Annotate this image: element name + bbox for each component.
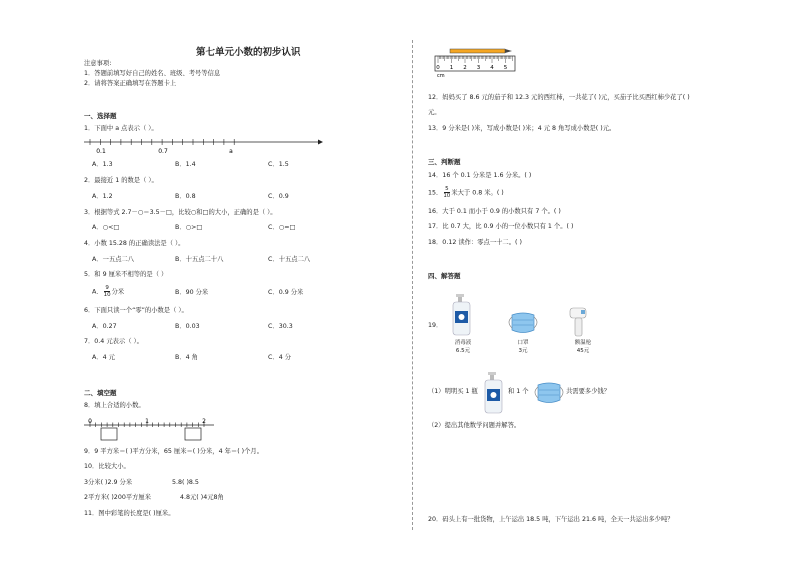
question-14: 14．16 个 0.1 分米是 1.6 分米。( ) <box>428 172 532 179</box>
fraction: $\frac{9}{10}$ <box>103 285 111 298</box>
question-17: 17．比 0.7 大，比 0.9 小的一位小数只有 1 个。( ) <box>428 223 574 230</box>
ruler-number: 0 <box>436 65 440 71</box>
option-a: A．1.3 <box>92 161 113 168</box>
option-a: A．0.27 <box>92 323 117 330</box>
question-16: 16．大于 0.1 而小于 0.9 的小数只有 7 个。( ) <box>428 208 561 215</box>
sanitizer-bottle-image <box>452 294 472 336</box>
tick-label: 0.1 <box>96 148 106 155</box>
compare-item: 2平方米( )200平方厘米 <box>84 494 152 501</box>
product-price: 6.5元 <box>455 348 471 354</box>
question-18: 18．0.12 读作：零点一十二。( ) <box>428 239 522 246</box>
section-heading: 一、选择题 <box>84 112 117 120</box>
option-b: B．1.4 <box>175 161 196 168</box>
sanitizer-bottle-image <box>484 372 504 414</box>
section-heading: 三、判断题 <box>428 158 461 166</box>
question-8: 8．填上合适的小数。 <box>84 402 145 409</box>
option-c: C．0.9 分米 <box>268 289 304 296</box>
note-item: 1．答题前填写好自己的姓名、班级、考号等信息 <box>84 70 221 77</box>
tick-label: 2 <box>202 418 206 425</box>
tick-label: a <box>229 148 233 155</box>
option-b: B．0.03 <box>175 323 200 330</box>
question-13: 13．9 分米是( )米，写成小数是( )米；4 元 8 角写成小数是( )元。 <box>428 125 616 132</box>
product-name: 额温枪 <box>574 340 592 346</box>
question-9: 9．9 平方米＝( )平方分米，65 厘米＝( )分米，4 年＝( )个月。 <box>84 448 264 455</box>
tick-label: 0 <box>88 418 92 425</box>
sub-question-2: （2）提出其他数学问题并解答。 <box>428 422 521 429</box>
column-divider <box>412 40 413 530</box>
product-name: 消毒液 <box>454 340 472 346</box>
option-c: C．30.3 <box>268 323 293 330</box>
question-3: 3．根据等式 2.7－○＝3.5－□，比较○和□的大小，正确的是（ ）。 <box>84 209 277 216</box>
question-2: 2．最接近 1 的数是（ ）。 <box>84 177 158 184</box>
option-a: A．一五点二八 <box>92 256 135 263</box>
tick-label: 0.7 <box>158 148 168 155</box>
question-12-tail: 元。 <box>428 109 441 116</box>
question-12: 12．妈妈买了 8.6 元的茄子和 12.3 元的西红柿，一共花了( )元，买茄子比买西红柿少花了( ) <box>428 94 690 101</box>
number-line-q1 <box>84 136 324 158</box>
ruler-number: 2 <box>463 65 467 71</box>
question-11: 11．图中彩笔的长度是( )厘米。 <box>84 510 175 517</box>
section-heading: 二、填空题 <box>84 389 117 397</box>
ruler-number: 5 <box>503 65 508 71</box>
page-title: 第七单元小数的初步认识 <box>196 47 301 58</box>
sub-question-1-start: （1）明明买 1 瓶 <box>428 388 478 395</box>
mask-image <box>506 310 540 336</box>
ruler-number: 1 <box>449 65 454 71</box>
option-b: B．○>□ <box>175 224 203 231</box>
question-10: 10．比较大小。 <box>84 463 130 470</box>
question-19-label: 19． <box>428 322 443 329</box>
question-7: 7．0.4 元表示（ ）。 <box>84 338 143 345</box>
thermometer-gun-image <box>568 306 590 338</box>
ruler-number: 4 <box>490 65 494 71</box>
option-b: B．90 分米 <box>175 289 209 296</box>
option-c: C．4 分 <box>268 354 291 361</box>
answer-box <box>101 428 117 440</box>
option-a: A． $\frac{9}{10}$ 分米 <box>92 285 125 298</box>
fraction: $\frac{5}{10}$ <box>443 186 451 199</box>
option-c: C．○=□ <box>268 224 296 231</box>
product-price: 3元 <box>518 348 528 354</box>
mask-image <box>532 380 566 406</box>
section-heading: 四、解答题 <box>428 272 461 280</box>
option-b: B．十五点二十八 <box>175 256 224 263</box>
pencil <box>450 49 505 53</box>
compare-item: 5.8( )8.5 <box>172 479 199 486</box>
question-4: 4．小数 15.28 的正确读法是（ ）。 <box>84 240 185 247</box>
question-1: 1．下面中 a 点表示（ ）。 <box>84 125 158 132</box>
option-c: C．1.5 <box>268 161 289 168</box>
question-6: 6．下面只读一个“零”的小数是（ ）。 <box>84 307 188 314</box>
number-line-q8 <box>84 414 284 442</box>
ruler-number: 3 <box>476 65 481 71</box>
option-a: A．1.2 <box>92 193 113 200</box>
compare-item: 3分米( )2.9 分米 <box>84 479 133 486</box>
option-c: C．十五点二八 <box>268 256 311 263</box>
option-a: A．○<□ <box>92 224 120 231</box>
ruler-unit: cm <box>437 73 445 78</box>
question-15: 15． $\frac{5}{10}$ 米大于 0.8 米。( ) <box>428 186 504 199</box>
option-c: C．0.9 <box>268 193 289 200</box>
sub-question-1-end: 共需要多少钱？ <box>566 388 611 395</box>
tick-label: 1 <box>145 418 149 425</box>
option-b: B．4 角 <box>175 354 198 361</box>
note-item: 2．请将答案正确填写在答题卡上 <box>84 80 177 87</box>
ruler-figure <box>434 44 518 78</box>
answer-box <box>185 428 201 440</box>
notes-heading: 注意事项: <box>84 60 112 67</box>
option-b: B．0.8 <box>175 193 196 200</box>
question-20: 20．码头上有一批货物，上午运出 18.5 吨，下午运出 21.6 吨，全天一共运出多少吨？ <box>428 516 674 523</box>
sub-question-1-mid: 和 1 个 <box>508 388 529 395</box>
compare-item: 4.8元( )4元8角 <box>180 494 224 501</box>
question-5: 5．和 9 厘米不相等的是（ ） <box>84 271 168 278</box>
product-price: 45元 <box>576 348 590 354</box>
option-a: A．4 元 <box>92 354 115 361</box>
product-name: 口罩 <box>517 340 529 346</box>
